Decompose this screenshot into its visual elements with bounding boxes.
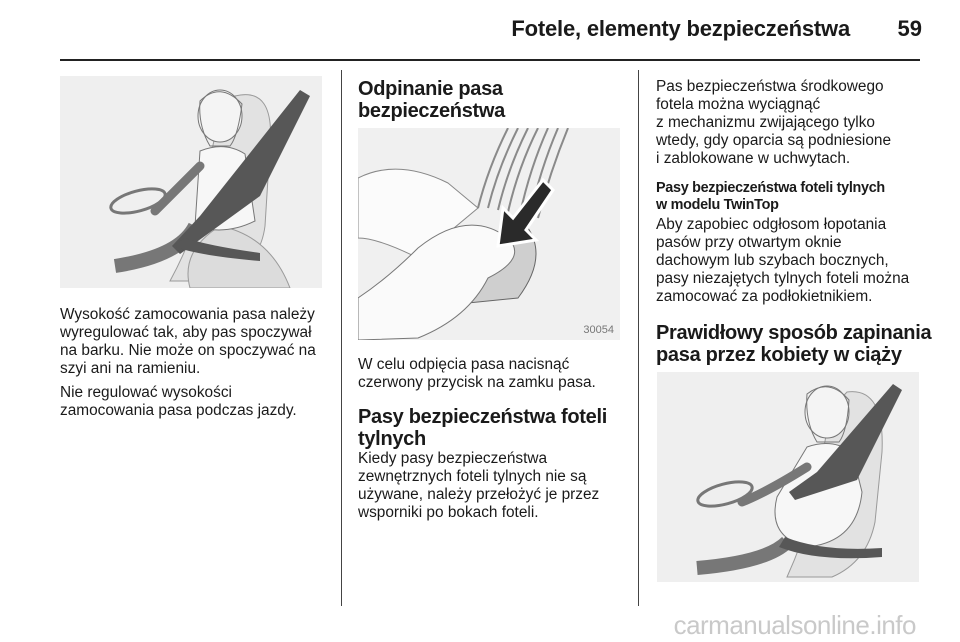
pregnant-woman-seatbelt-icon	[657, 372, 919, 582]
page-title: Fotele, elementy bezpieczeństwa	[511, 16, 850, 41]
text-line: dachowym lub szybach bocznych,	[656, 252, 889, 269]
text-line: i zablokowane w uchwytach.	[656, 150, 851, 167]
twintop-paragraph	[656, 216, 931, 306]
page-number: 59	[897, 16, 922, 41]
text-line: wsporniki po bokach foteli.	[358, 504, 539, 521]
heading-line: bezpieczeństwa	[358, 100, 505, 122]
watermark: carmanualsonline.info	[673, 610, 916, 640]
column-divider-2	[638, 70, 639, 606]
text-line: wyregulować tak, aby pas spoczywał	[60, 324, 312, 341]
heading-line: pasa przez kobiety w ciąży	[656, 344, 902, 366]
section-heading-unbuckling	[358, 78, 505, 122]
figure-number: 30054	[583, 324, 614, 336]
text-line: z mechanizmu zwijającego tylko	[656, 114, 875, 131]
subheading-twintop	[656, 180, 931, 214]
text-line: Kiedy pasy bezpieczeństwa	[358, 450, 548, 467]
text-line: zamocowania pasa podczas jazdy.	[60, 402, 297, 419]
text-line: Pas bezpieczeństwa środkowego	[656, 78, 884, 95]
text-line: na barku. Nie może on spoczywać na	[60, 342, 316, 359]
heading-line: tylnych	[358, 428, 426, 450]
text-line: W celu odpięcia pasa nacisnąć	[358, 356, 570, 373]
heading-line: Pasy bezpieczeństwa foteli	[358, 406, 607, 428]
text-line: pasów przy otwartym oknie	[656, 234, 842, 251]
text-line: zamocować za podłokietnikiem.	[656, 288, 873, 305]
text-line: czerwony przycisk na zamku pasa.	[358, 374, 596, 391]
heading-line: Prawidłowy sposób zapinania	[656, 322, 932, 344]
text-line: Nie regulować wysokości	[60, 384, 232, 401]
belt-height-paragraph	[60, 306, 316, 378]
heading-line: Odpinanie pasa	[358, 78, 503, 100]
text-line: zewnętrznych foteli tylnych nie są	[358, 468, 587, 485]
text-line: wtedy, gdy oparcia są podniesione	[656, 132, 891, 149]
column-divider-1	[341, 70, 342, 606]
rear-belts-paragraph	[358, 450, 607, 522]
text-line: szyi ani na ramieniu.	[60, 360, 201, 377]
seatbelt-buckle-release-icon	[358, 128, 620, 340]
subheading-line: Pasy bezpieczeństwa foteli tylnych	[656, 180, 885, 196]
text-line: pasy niezajętych tylnych foteli można	[656, 270, 910, 287]
text-line: Aby zapobiec odgłosom łopotania	[656, 216, 887, 233]
section-heading-pregnant	[656, 322, 931, 366]
section-heading-rear-belts	[358, 406, 607, 450]
subheading-line: w modelu TwinTop	[656, 197, 779, 213]
text-line: Wysokość zamocowania pasa należy	[60, 306, 315, 323]
header-divider	[60, 59, 920, 61]
no-adjust-while-driving-paragraph	[60, 384, 316, 420]
text-line: używane, należy przełożyć je przez	[358, 486, 600, 503]
woman-driver-seatbelt-icon	[60, 76, 322, 288]
center-belt-paragraph	[656, 78, 931, 168]
text-line: fotela można wyciągnąć	[656, 96, 821, 113]
unbuckle-instruction-paragraph	[358, 356, 607, 392]
